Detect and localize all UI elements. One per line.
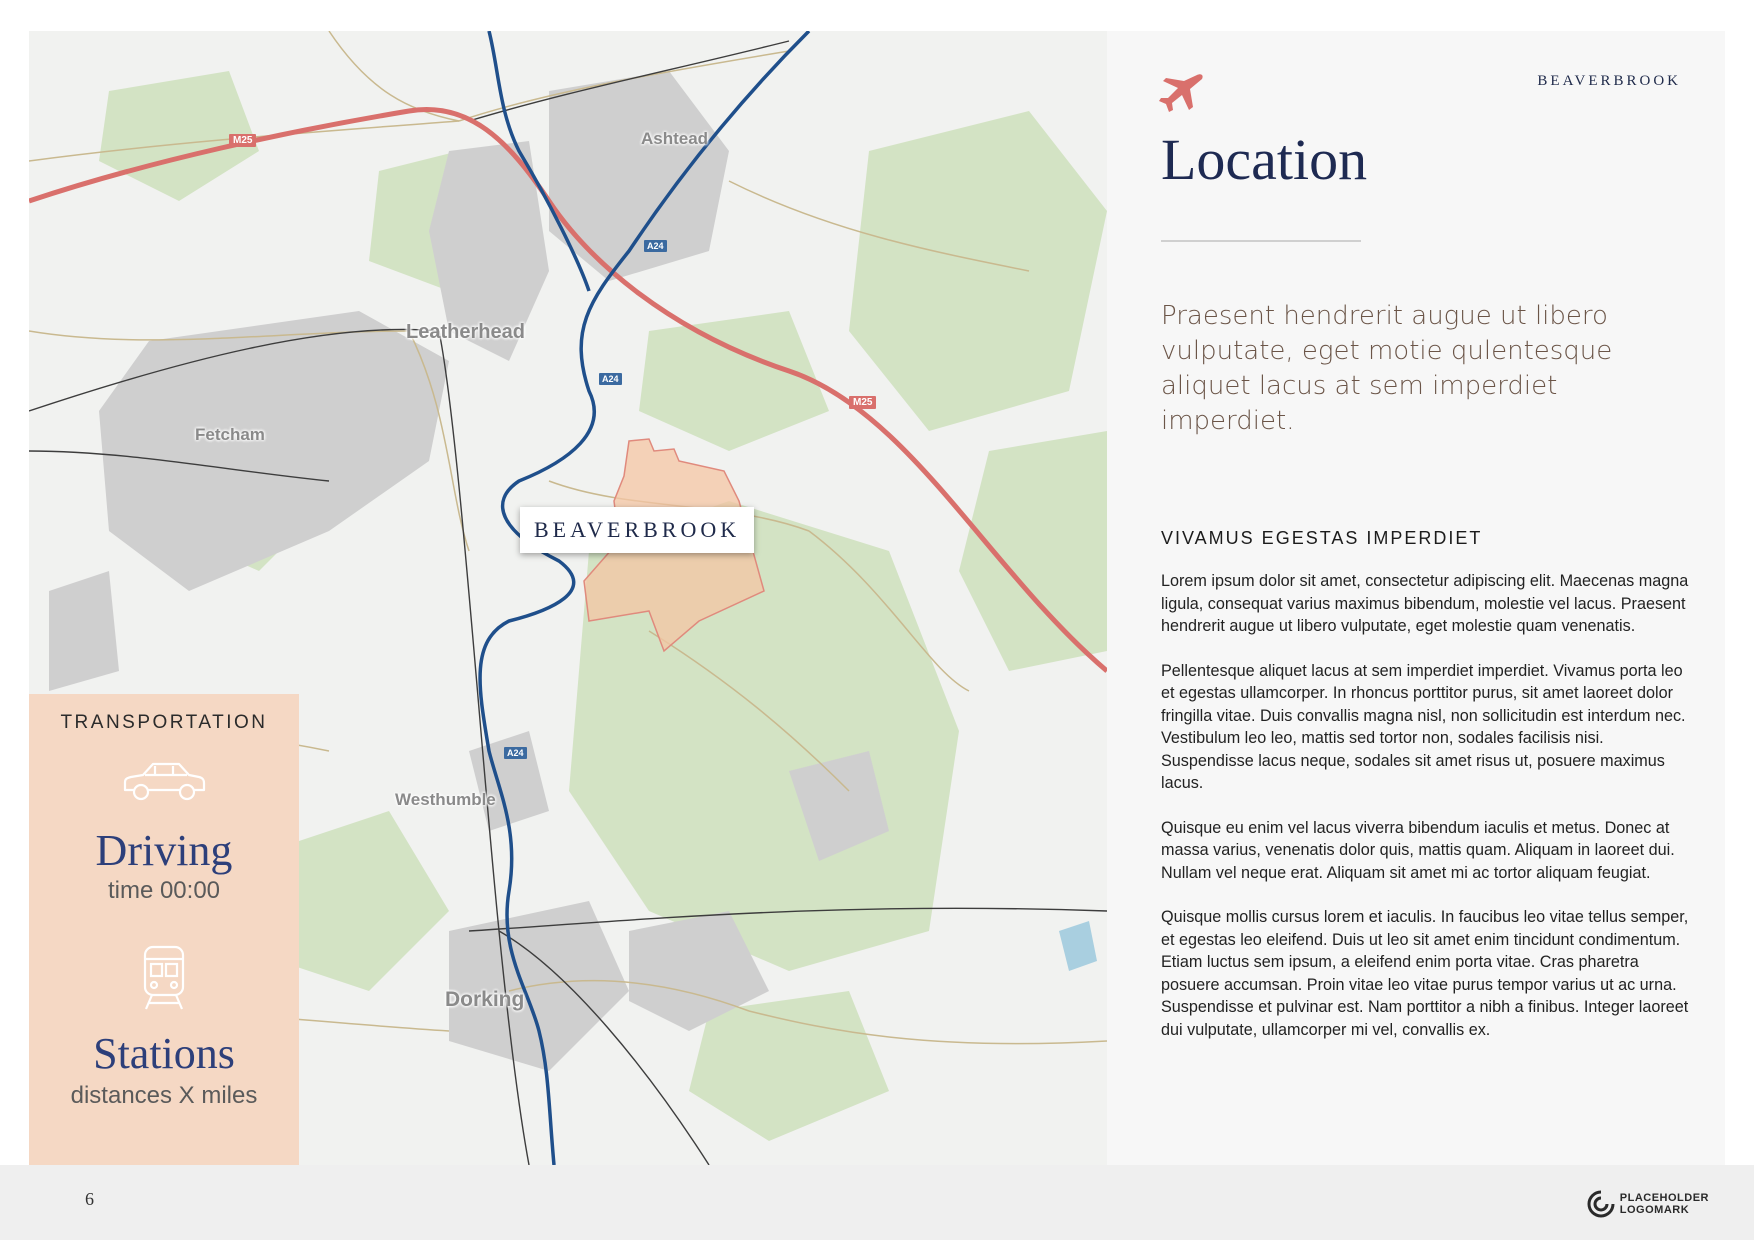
body-paragraph: Pellentesque aliquet lacus at sem imperdiet imperdiet. Vivamus porta leo et egestas ullamcorper. In rhoncus porttitor purus, sit amet laoreet dolor fringilla vitae. Duis convallis magna nisl, non sollicitudin est interdum nec. Vestibulum leo leo, mattis sed tortor non, sodales facilisis nisi. Suspendisse lacus neque, sodales sit amet risus ut, posuere maximus lacus. [1161, 661, 1686, 792]
logo-line-1: PLACEHOLDER [1619, 1192, 1709, 1204]
page-footer [0, 1165, 1754, 1240]
site-label[interactable]: BEAVERBROOK [520, 507, 754, 553]
place-label-fetcham: Fetcham [195, 425, 265, 444]
driving-detail: time 00:00 [107, 877, 221, 904]
body-paragraph: Quisque mollis cursus lorem et iaculis. In faucibus leo vitae tellus semper, et egestas leo eleifend. Duis ut leo sit amet enim tincidunt condimentum. Etiam luctus sem ipsum, a eleifend enim porta vitae. Cras pharetra posuere accumsan. Proin vitae leo vitae purus tempor varius ut ac urna. Suspendisse et pulvinar est. Nam porttitor a nibh a finibus. Integer laoreet dui vulputate, ullamcorper mi vel, convallis ex. [1161, 908, 1689, 1039]
body-copy [1161, 570, 1691, 1063]
place-label-dorking: Dorking [445, 988, 525, 1011]
content-panel [1107, 31, 1725, 1165]
place-label-westhumble: Westhumble [395, 790, 496, 809]
transportation-panel [29, 694, 299, 1165]
page-number: 6 [85, 1189, 94, 1209]
body-paragraph: Lorem ipsum dolor sit amet, consectetur adipiscing elit. Maecenas magna ligula, consequat varius maximus bibendum, molestie vel lacus. Praesent hendrerit augue ut libero vulputate, eget molestie quam venenatis. [1161, 572, 1689, 635]
transportation-heading: TRANSPORTATION [60, 712, 268, 733]
road-shield-m25-west: M25 [229, 134, 256, 147]
body-paragraph: Quisque eu enim vel lacus viverra bibendum iaculis et metus. Donec at massa varius, venenatis dolor quis, mattis quam. Aliquam in laoreet dui. Nullam vel neque erat. Aliquam sit amet mi ac tortor aliquam feugiat. [1161, 818, 1675, 882]
stations-detail: distances X miles [70, 1082, 258, 1109]
section-heading: VIVAMUS EGESTAS IMPERDIET [1161, 528, 1483, 548]
road-shield-a24-north: A24 [644, 240, 667, 252]
place-label-leatherhead: Leatherhead [406, 321, 525, 343]
driving-title: Driving [95, 826, 233, 875]
road-shield-a24-south: A24 [504, 747, 527, 759]
page-title: Location [1161, 127, 1368, 192]
logomark-icon [1586, 1189, 1616, 1219]
placeholder-logomark [1586, 1189, 1709, 1219]
stations-title: Stations [93, 1029, 235, 1078]
lead-paragraph: Praesent hendrerit augue ut libero vulputate, eget motie qulentesque aliquet lacus at sem imperdiet imperdiet. [1161, 301, 1613, 436]
title-divider [1161, 240, 1361, 242]
road-shield-a24-mid: A24 [599, 373, 622, 385]
brand-name: BEAVERBROOK [1537, 73, 1681, 89]
car-icon [29, 760, 299, 809]
logo-line-2: LOGOMARK [1619, 1204, 1690, 1216]
road-shield-m25-east: M25 [849, 396, 876, 409]
place-label-ashtead: Ashtead [641, 129, 709, 148]
lake [1059, 921, 1097, 971]
airplane-icon [1157, 71, 1205, 120]
train-icon [29, 945, 299, 1016]
